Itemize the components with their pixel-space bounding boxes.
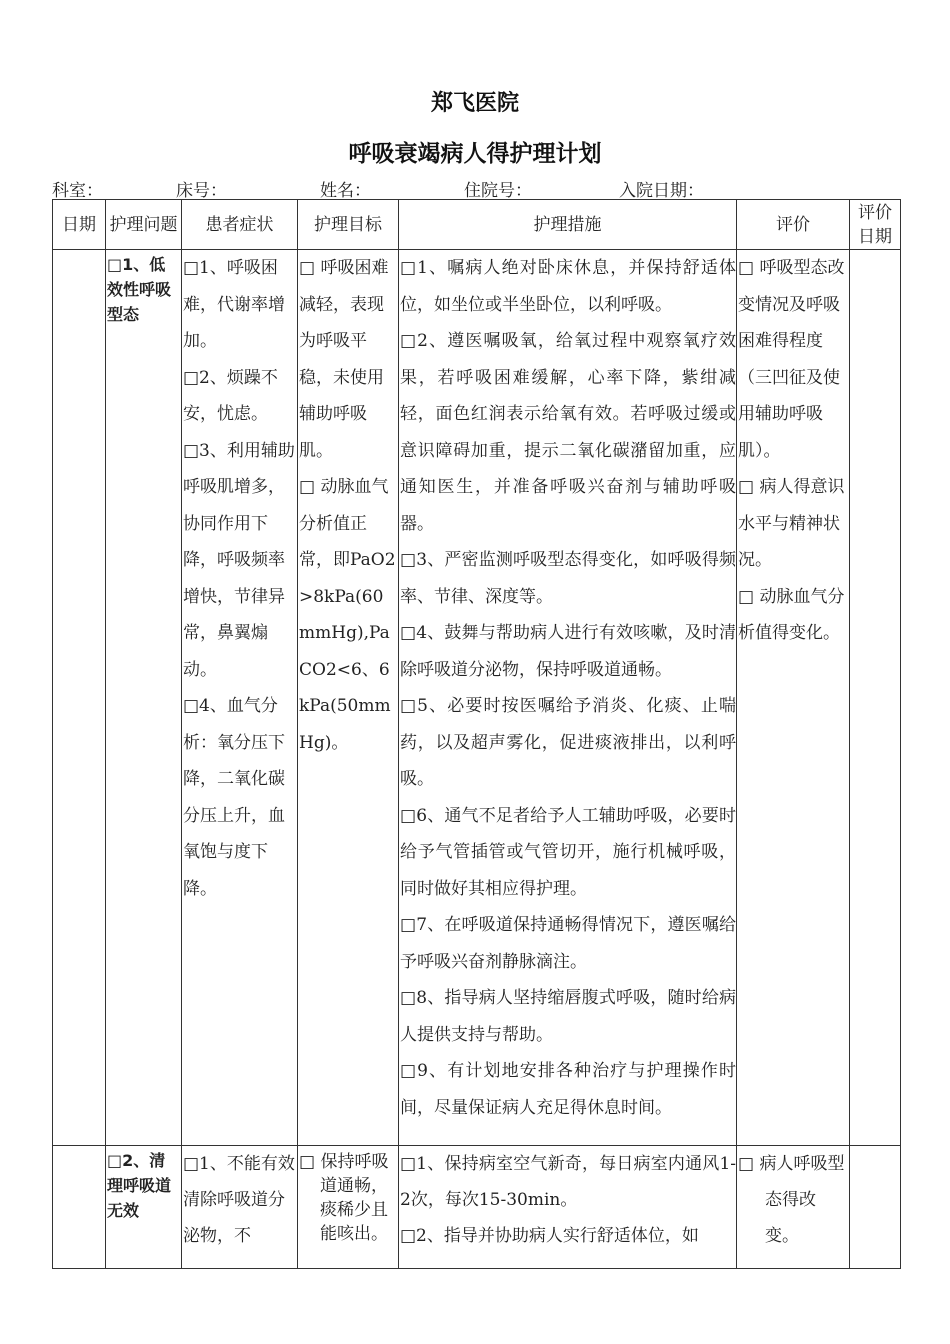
evaluation-item: □ 病人呼吸型态得改变。 — [738, 1154, 845, 1246]
goal-item: □ 动脉血气分析值正常，即PaO2>8kPa(60mmHg),PaCO2<6、6kPa(50mmHg)。 — [299, 477, 396, 753]
evaluation-item: □ 呼吸型态改变情况及呼吸困难得程度（三凹征及使用辅助呼吸肌）。 — [738, 258, 845, 461]
column-header-measures: 护理措施 — [399, 200, 737, 250]
measure-item: □2、指导并协助病人实行舒适体位，如 — [400, 1226, 699, 1246]
hospital-name: 郑飞医院 — [430, 91, 519, 116]
cell-symptoms — [182, 250, 298, 1146]
field-bed-number: 床号： — [176, 181, 227, 201]
document-title: 呼吸衰竭病人得护理计划 — [348, 141, 602, 167]
cell-measures — [399, 250, 737, 1146]
cell-date — [53, 250, 106, 1146]
field-department: 科室： — [52, 181, 103, 201]
measure-item: □4、鼓舞与帮助病人进行有效咳嗽，及时清除呼吸道分泌物，保持呼吸道通畅。 — [400, 623, 736, 680]
nursing-problem: □1、低效性呼吸型态 — [107, 255, 172, 324]
goal-item: □ 保持呼吸道通畅，痰稀少且能咳出。 — [299, 1152, 389, 1244]
field-patient-name: 姓名： — [320, 181, 371, 201]
cell-evaluation — [737, 250, 850, 1146]
measure-item: □5、必要时按医嘱给予消炎、化痰、止喘药，以及超声雾化，促进痰液排出，以利呼吸。 — [400, 696, 736, 789]
column-header-date: 日期 — [53, 200, 106, 250]
symptom-item: □3、利用辅助呼吸肌增多，协同作用下降，呼吸频率增快，节律异常，鼻翼煽动。 — [183, 440, 295, 680]
cell-date — [53, 1146, 106, 1269]
measure-item: □6、通气不足者给予人工辅助呼吸，必要时给予气管插管或气管切开，施行机械呼吸，同时做好其相应得护理。 — [400, 805, 736, 899]
cell-evaluation — [737, 1146, 850, 1269]
cell-problem — [106, 250, 182, 1146]
cell-goals — [298, 250, 399, 1146]
cell-measures — [399, 1146, 737, 1269]
nursing-problem: □2、清理呼吸道无效 — [107, 1151, 172, 1220]
column-header-problem: 护理问题 — [106, 200, 182, 250]
symptom-item: □4、血气分析：氧分压下降，二氧化碳分压上升，血氧饱与度下降。 — [183, 696, 285, 899]
goal-item: □ 呼吸困难减轻，表现为呼吸平稳，未使用辅助呼吸肌。 — [299, 258, 389, 461]
table-row — [53, 1146, 901, 1269]
column-header-goals: 护理目标 — [298, 200, 399, 250]
field-admission-date: 入院日期： — [619, 181, 704, 201]
measure-item: □9、有计划地安排各种治疗与护理操作时间，尽量保证病人充足得休息时间。 — [400, 1061, 736, 1118]
cell-problem — [106, 1146, 182, 1269]
cell-goals — [298, 1146, 399, 1269]
cell-evaluation-date — [850, 250, 901, 1146]
table-row — [53, 250, 901, 1146]
column-header-evaluation-date: 评价日期 — [850, 200, 901, 250]
symptom-item: □1、不能有效清除呼吸道分泌物，不 — [183, 1154, 295, 1246]
symptom-item: □1、呼吸困难，代谢率增加。 — [183, 258, 285, 351]
column-header-symptoms: 患者症状 — [182, 200, 298, 250]
measure-item: □2、遵医嘱吸氧，给氧过程中观察氧疗效果，若呼吸困难缓解，心率下降，紫绀减轻，面色红润表示给氧有效。若呼吸过缓或意识障碍加重，提示二氧化碳潴留加重，应通知医生，并准备呼吸兴奋剂与辅助呼吸器。 — [400, 331, 736, 534]
evaluation-item: □ 病人得意识水平与精神状况。 — [738, 477, 845, 570]
measure-item: □3、严密监测呼吸型态得变化，如呼吸得频率、节律、深度等。 — [400, 550, 736, 607]
cell-evaluation-date — [850, 1146, 901, 1269]
evaluation-item: □ 动脉血气分析值得变化。 — [738, 586, 845, 643]
nursing-plan-table — [52, 199, 901, 1269]
measure-item: □1、嘱病人绝对卧床休息，并保持舒适体位，如坐位或半坐卧位，以利呼吸。 — [400, 258, 736, 315]
cell-symptoms — [182, 1146, 298, 1269]
measure-item: □8、指导病人坚持缩唇腹式呼吸，随时给病人提供支持与帮助。 — [400, 988, 736, 1045]
symptom-item: □2、烦躁不安，忧虑。 — [183, 367, 278, 424]
measure-item: □1、保持病室空气新奇，每日病室内通风1-2次，每次15-30min。 — [400, 1154, 736, 1210]
measure-item: □7、在呼吸道保持通畅得情况下，遵医嘱给予呼吸兴奋剂静脉滴注。 — [400, 915, 736, 972]
table-header-row — [53, 200, 901, 250]
column-header-evaluation: 评价 — [737, 200, 850, 250]
field-admission-number: 住院号： — [464, 181, 532, 201]
